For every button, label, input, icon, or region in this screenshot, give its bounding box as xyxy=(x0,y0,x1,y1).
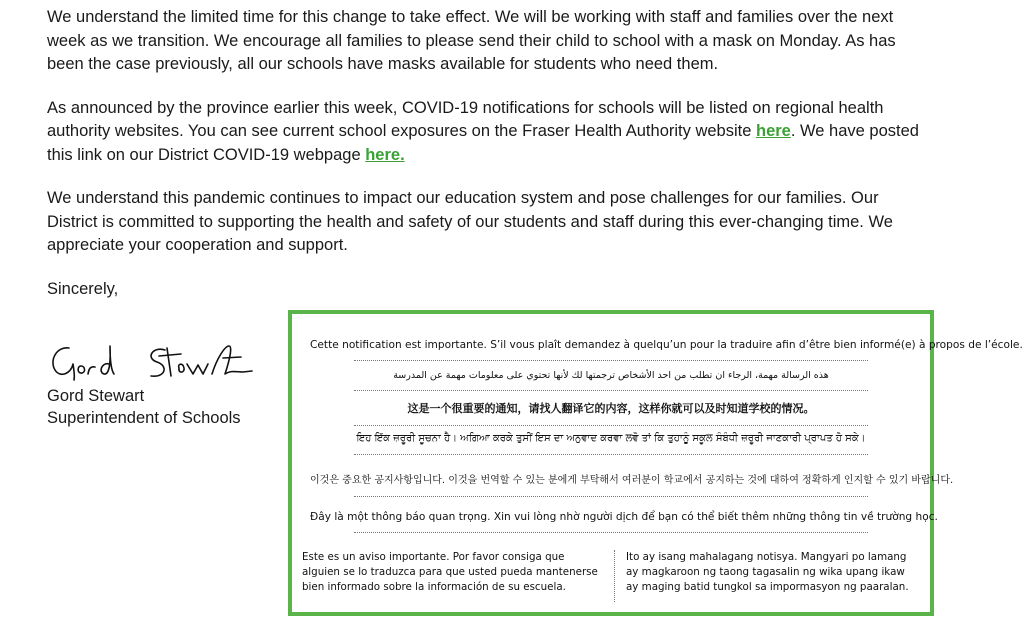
translation-notice-box xyxy=(288,310,1023,616)
column-divider xyxy=(614,550,615,602)
signer-block xyxy=(47,385,241,429)
paragraph-text: As announced by the province earlier this week, COVID-19 notifications for schools will be listed on regional health authority websites. You can see current school exposures on the Fraser Health Authority website xyxy=(47,98,884,140)
divider xyxy=(354,454,868,455)
letter-body xyxy=(47,6,927,300)
handwritten-signature xyxy=(47,338,257,384)
notice-arabic: هذه الرسالة مهمة، الرجاء ان تطلب من احد الأشخاص ترجمتها لك لأنها تحتوي على معلومات مهمة عن المدرسة xyxy=(393,370,829,381)
paragraph-mask-policy: We understand the limited time for this change to take effect. We will be working with staff and families over the next week as we transition. We encourage all families to please send their child to school with a mask on Monday. As has been the case previously, all our schools have masks available for students who need them. xyxy=(47,8,896,73)
signer-name: Gord Stewart xyxy=(47,387,145,405)
notice-punjabi: ਇਹ ਇੱਕ ਜ਼ਰੂਰੀ ਸੂਚਨਾ ਹੈ। ਅਗਿਆ ਕਰਕੇ ਤੁਸੀਂ ਇਸ ਦਾ ਅਨੁਵਾਦ ਕਰਵਾ ਲਵੋ ਤਾਂ ਕਿ ਤੁਹਾਨੂੰ ਸਕੂਲ ਸੰਬੰਧੀ ਜ਼ਰੂਰੀ ਜਾਣਕਾਰੀ ਪ੍ਰਾਪਤ ਹੋ ਸਕੇ। xyxy=(356,433,866,444)
closing-salutation: Sincerely, xyxy=(47,279,119,298)
notice-tagalog: Ito ay isang mahalagang notisya. Mangyari po lamang ay magkaroon ng taong tagasalin ng wika upang ikaw ay maging batid tungkol sa impormasyon ng paaralan. xyxy=(626,551,909,593)
notice-spanish: Este es un aviso importante. Por favor consiga que alguien se lo traduzca para que usted pueda mantenerse bien informado sobre la información de su escuela. xyxy=(302,551,598,593)
notice-vietnamese: Đây là một thông báo quan trọng. Xin vui lòng nhờ người dịch để bạn có thể biết thêm những thông tin về trường học. xyxy=(310,511,938,523)
signer-title: Superintendent of Schools xyxy=(47,409,241,427)
paragraph-pandemic-impact: We understand this pandemic continues to impact our education system and pose challenges for our families. Our District is committed to supporting the health and safety of our students and staff during this ever-changing time. We appreciate your cooperation and support. xyxy=(47,189,893,254)
divider xyxy=(354,390,868,391)
fraser-health-link[interactable]: here xyxy=(755,122,791,140)
divider xyxy=(354,496,868,497)
notice-chinese: 这是一个很重要的通知，请找人翻译它的内容，这样你就可以及时知道学校的情况。 xyxy=(407,402,815,415)
notice-korean: 이것은 중요한 공지사항입니다. 이것을 번역할 수 있는 분에게 부탁해서 여러분이 학교에서 공지하는 것에 대하여 정확하게 인지할 수 있기 바랍니다. xyxy=(310,475,954,486)
paragraph-notifications xyxy=(47,97,927,168)
divider xyxy=(354,360,868,361)
notice-french: Cette notification est importante. S’il vous plaît demandez à quelqu’un pour la traduire afin d’être bien informé(e) à propos de l’école. xyxy=(310,339,1023,351)
divider xyxy=(354,532,868,533)
paragraph-text: . We have posted this link on our District COVID-19 webpage xyxy=(47,122,919,164)
divider xyxy=(354,425,868,426)
district-covid-webpage-link[interactable]: here. xyxy=(365,145,405,164)
